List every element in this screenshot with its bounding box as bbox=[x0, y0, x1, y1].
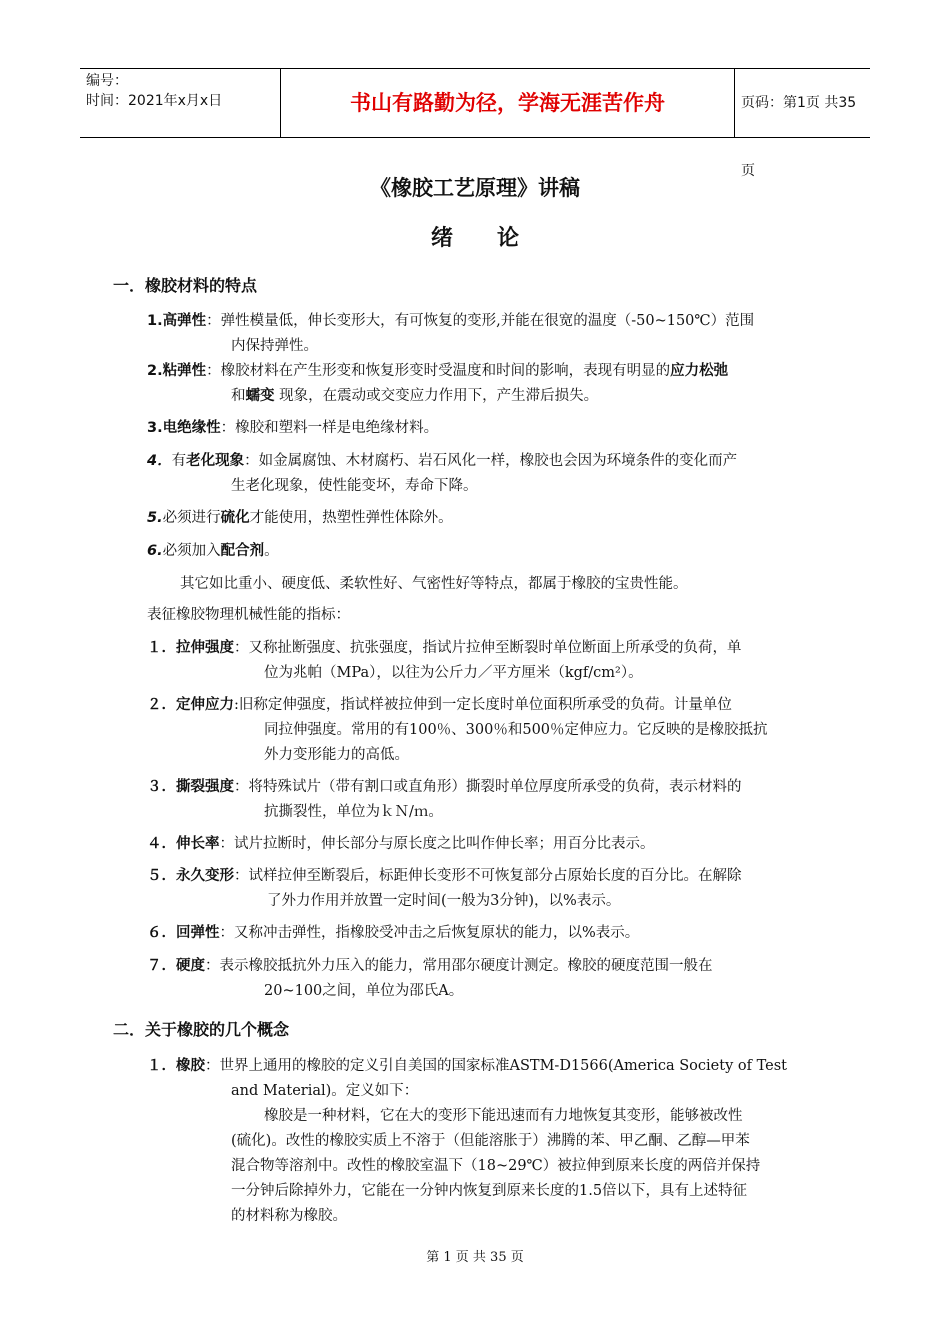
indicator-item-cont: 位为兆帕（MPa），以往为公斤力／平方厘米（kgf/cm²）。 bbox=[264, 665, 643, 681]
definition-paragraph: (硫化)。改性的橡胶实质上不溶于（但能溶胀于）沸腾的苯、甲乙酮、乙醇—甲苯 bbox=[231, 1133, 750, 1149]
indicator-intro: 表征橡胶物理机械性能的指标： bbox=[147, 607, 350, 623]
header-meta bbox=[80, 69, 280, 137]
indicator-item: ６．回弹性：又称冲击弹性，指橡胶受冲击之后恢复原状的能力，以%表示。 bbox=[147, 925, 640, 941]
indicator-item: ３．撕裂强度：将特殊试片（带有割口或直角形）撕裂时单位厚度所承受的负荷，表示材料的 bbox=[147, 779, 742, 795]
date-label: 时间：2021年x月x日 bbox=[86, 93, 223, 109]
feature-item: 5.必须进行硫化才能使用，热塑性弹性体除外。 bbox=[147, 510, 453, 526]
feature-item: 2.粘弹性：橡胶材料在产生形变和恢复形变时受温度和时间的影响，表现有明显的应力松弛 bbox=[147, 363, 729, 379]
feature-item: 3.电绝缘性：橡胶和塑料一样是电绝缘材料。 bbox=[147, 420, 439, 436]
definition-paragraph: 一分钟后除掉外力，它能在一分钟内恢复到原来长度的1.5倍以下，具有上述特征 bbox=[231, 1183, 748, 1199]
concept-item-cont: and Material)。定义如下： bbox=[231, 1083, 419, 1099]
indicator-item: ７．硬度：表示橡胶抵抗外力压入的能力，常用邵尔硬度计测定。橡胶的硬度范围一般在 bbox=[147, 958, 713, 974]
chapter-title: 绪 论 bbox=[430, 226, 519, 251]
feature-item-cont: 内保持弹性。 bbox=[231, 338, 318, 354]
section-heading: 二．关于橡胶的几个概念 bbox=[113, 1020, 290, 1039]
indicator-item: ４．伸长率：试片拉断时，伸长部分与原长度之比叫作伸长率；用百分比表示。 bbox=[147, 836, 655, 852]
definition-paragraph: 的材料称为橡胶。 bbox=[231, 1208, 347, 1224]
page-footer: 第 1 页 共 35 页 bbox=[426, 1250, 524, 1265]
indicator-item-cont: 同拉伸强度。常用的有100％、300％和500％定伸应力。它反映的是橡胶抵抗 bbox=[264, 722, 768, 738]
indicator-item-cont: 了外力作用并放置一定时间(一般为3分钟)，以%表示。 bbox=[267, 893, 621, 909]
section-heading: 一．橡胶材料的特点 bbox=[113, 276, 258, 295]
feature-item: 6.必须加入配合剂。 bbox=[147, 543, 279, 559]
definition-paragraph: 混合物等溶剂中。改性的橡胶室温下（18~29℃）被拉伸到原来长度的两倍并保持 bbox=[231, 1158, 761, 1174]
feature-item-cont: 生老化现象，使性能变坏，寿命下降。 bbox=[231, 478, 478, 494]
indicator-item-cont: 外力变形能力的高低。 bbox=[264, 747, 409, 763]
feature-item: 4．有老化现象：如金属腐蚀、木材腐朽、岩石风化一样，橡胶也会因为环境条件的变化而产 bbox=[147, 453, 738, 469]
doc-title: 《橡胶工艺原理》讲稿 bbox=[370, 176, 580, 200]
concept-item: １．橡胶：世界上通用的橡胶的定义引自美国的国家标准ASTM-D1566(America Society of Test bbox=[147, 1058, 787, 1074]
indicator-item-cont: 抗撕裂性，单位为ｋＮ/ｍ。 bbox=[264, 804, 443, 820]
code-label: 编号： bbox=[86, 73, 128, 89]
indicator-item: １．拉伸强度：又称扯断强度、抗张强度，指试片拉伸至断裂时单位断面上所承受的负荷，单 bbox=[147, 640, 742, 656]
indicator-item-cont: 20~100之间，单位为邵氏A。 bbox=[264, 983, 464, 999]
indicator-item: ２．定伸应力:旧称定伸强度，指试样被拉伸到一定长度时单位面积所承受的负荷。计量单位 bbox=[147, 697, 732, 713]
summary-paragraph: 其它如比重小、硬度低、柔软性好、气密性好等特点，都属于橡胶的宝贵性能。 bbox=[180, 576, 688, 592]
feature-item: 1.高弹性：弹性模量低，伸长变形大，有可恢复的变形,并能在很宽的温度（-50~150℃）范围 bbox=[147, 313, 755, 329]
header-page-info: 页码：第1页 共35页 bbox=[741, 95, 857, 179]
definition-paragraph: 橡胶是一种材料，它在大的变形下能迅速而有力地恢复其变形，能够被改性 bbox=[264, 1108, 743, 1124]
header-motto: 书山有路勤为径，学海无涯苦作舟 bbox=[280, 69, 735, 137]
feature-item-cont: 和蠕变 现象，在震动或交变应力作用下，产生滞后损失。 bbox=[231, 388, 599, 404]
indicator-item: ５．永久变形：试样拉伸至断裂后，标距伸长变形不可恢复部分占原始长度的百分比。在解除 bbox=[147, 868, 742, 884]
page-header bbox=[80, 68, 870, 179]
